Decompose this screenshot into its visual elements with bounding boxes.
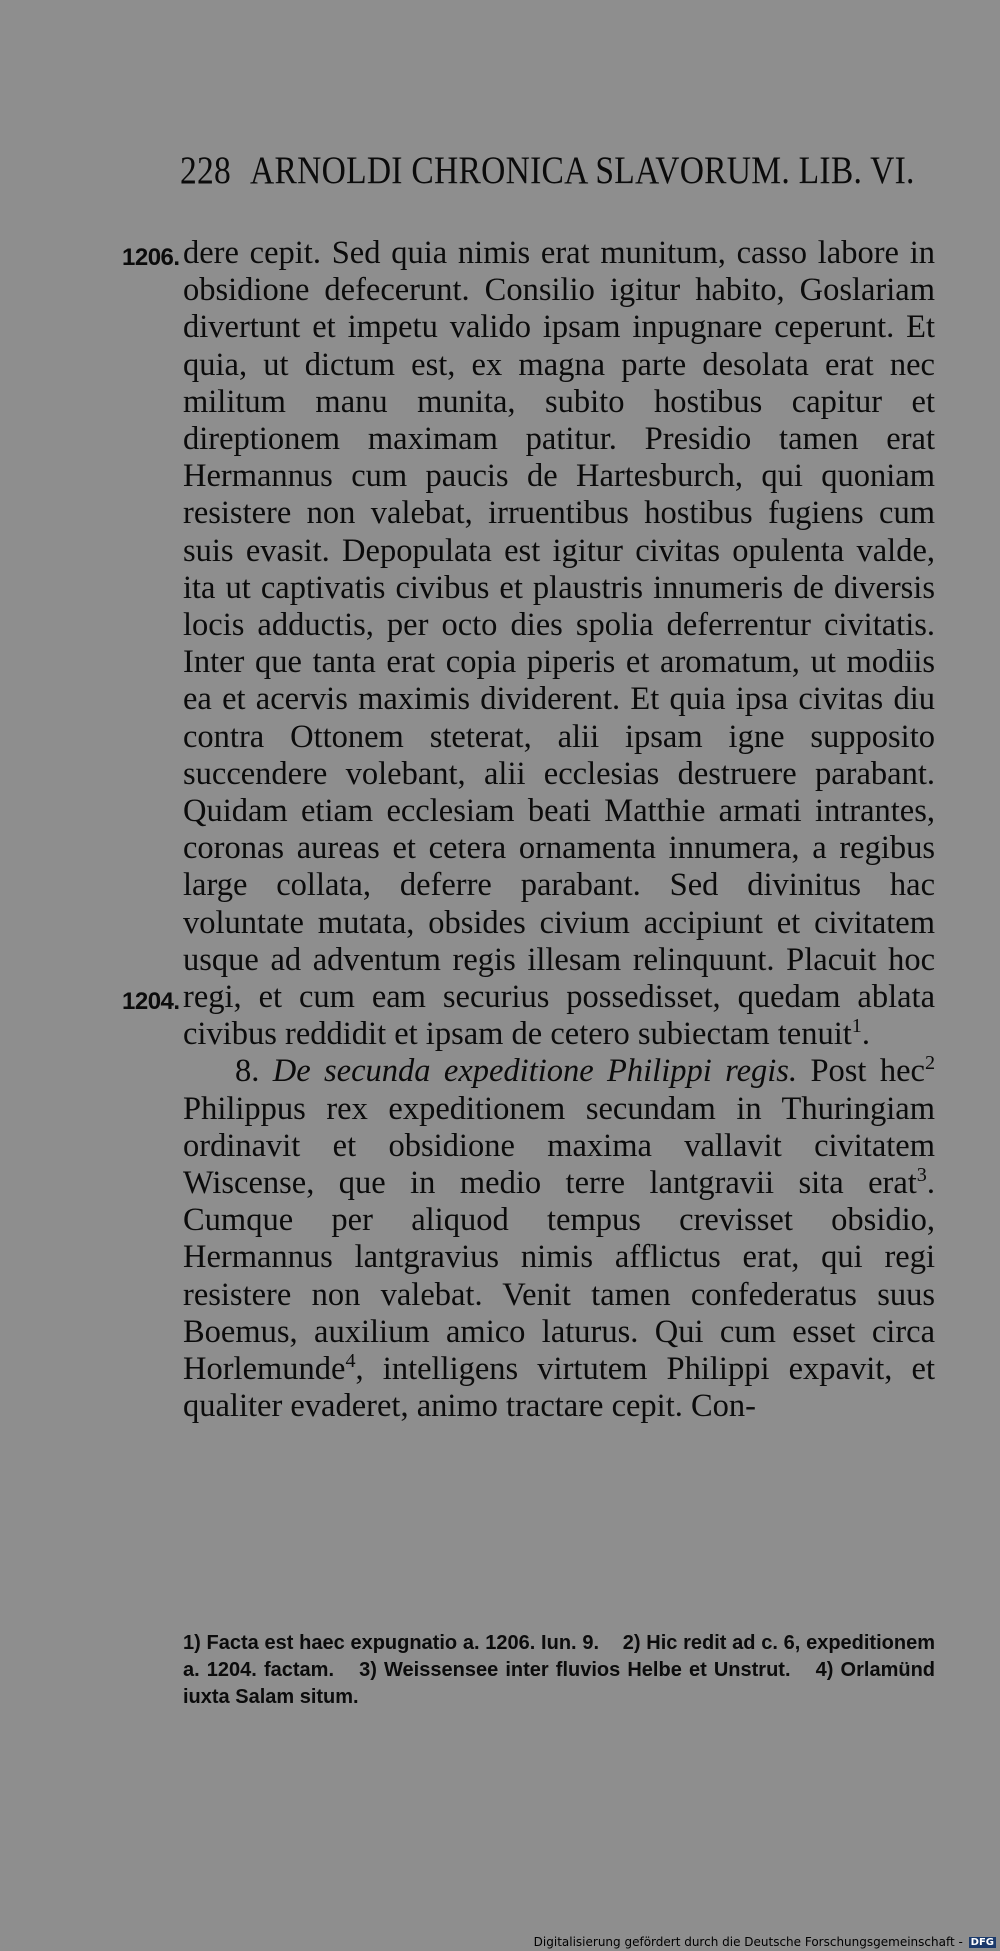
main-text — [183, 235, 935, 1426]
page-number: 228 — [180, 149, 232, 192]
paragraph-text: . Cumque per aliquod tempus crevisset obsidio, Hermannus lantgravius nimis afflictus erat, qui regi resistere non valebat. Venit tamen confederatus suus Boemus, auxilium amico laturus. Qui cum esset circa Horlemunde — [183, 1165, 935, 1388]
footnote-ref: 4 — [345, 1350, 356, 1373]
paragraph-text: , intelligens virtutem Philippi expavit, et qualiter evaderet, animo tractare cepit. Con- — [183, 1351, 935, 1425]
chapter-title: De secunda expeditione Philippi regis. — [272, 1053, 798, 1090]
dfg-logo-icon: DFG — [970, 1937, 994, 1948]
footnotes — [183, 1630, 935, 1711]
banner-text: Digitalisierung gefördert durch die Deutsche Forschungsgemeinschaft - — [533, 1935, 963, 1949]
chapter-number: 8. — [235, 1053, 260, 1090]
chapter-paragraph — [183, 1053, 935, 1425]
margin-year-1204: 1204. — [122, 988, 180, 1015]
paragraph-end: . — [861, 1016, 870, 1053]
margin-year-1206: 1206. — [122, 244, 180, 271]
paragraph-text: Philippus rex expeditionem secundam in Thuringiam ordinavit et obsidione maxima vallavit civitatem Wiscense, que in medio terre lantgravii sita erat — [183, 1090, 935, 1202]
footnote: 2) Hic redit ad c. 6, expeditionem a. 1204. factam. — [183, 1632, 935, 1681]
footnote-ref: 1 — [851, 1015, 862, 1038]
footnote-ref: 3 — [916, 1164, 927, 1187]
footnote: 1) Facta est haec expugnatio a. 1206. Iun. 9. — [183, 1632, 599, 1654]
footnote-ref: 2 — [924, 1052, 936, 1075]
footnote: 3) Weissensee inter fluvios Helbe et Unstrut. — [359, 1659, 791, 1681]
paragraph-text: dere cepit. Sed quia nimis erat munitum, casso labore in obsidione defecerunt. Consilio igitur habito, Goslariam divertunt et impetu valido ipsam inpugnare ceperunt. Et quia, ut dictum est, ex magna parte desolata erat nec militum manu munita, subito hostibus capitur et direptionem maximam patitur. Presidio tamen erat Hermannus cum paucis de Hartesburch, qui quoniam resistere non valebat, irruentibus hostibus fugiens cum suis evasit. Depopulata est igitur civitas opulenta valde, ita ut captivatis civibus et plaustris innumeris de diversis locis adductis, per octo dies spolia deferrentur civitatis. Inter que tanta erat copia piperis et aromatum, ut modiis ea et acervis maximis dividerent. Et quia ipsa civitas diu contra Ottonem steterat, alii ipsam igne supposito succendere volebant, alii ecclesias destruere parabant. Quidam etiam ecclesiam beati Matthie armati intrantes, coronas aureas et cetera ornamenta innumera, a regibus large collata, deferre parabant. Sed divinitus hac voluntate mutata, obsides civium accipiunt et civitatem usque ad adventum regis illesam relinquunt. Placuit hoc regi, et cum eam securius possedisset, quedam ablata civibus reddidit et ipsam de cetero subiectam tenuit — [183, 235, 935, 1053]
running-title: ARNOLDI CHRONICA SLAVORUM. LIB. VI. — [250, 149, 915, 192]
footnote: 4) Orlamünd iuxta Salam situm. — [183, 1659, 935, 1708]
paragraph — [183, 235, 935, 1053]
running-header — [180, 148, 915, 196]
paragraph-text: Post hec — [810, 1053, 925, 1090]
digitization-banner — [534, 1935, 996, 1949]
